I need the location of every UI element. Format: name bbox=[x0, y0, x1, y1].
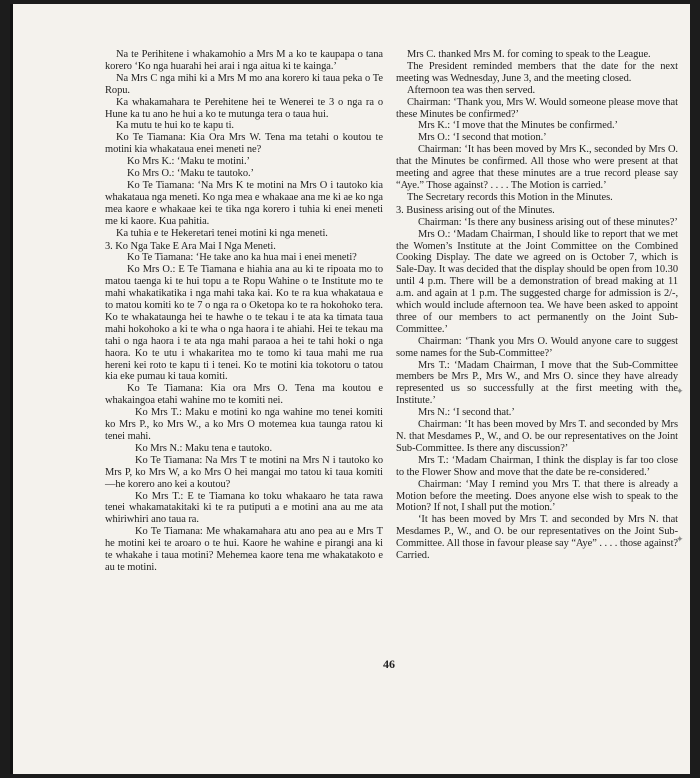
paragraph: Ka tuhia e te Hekeretari tenei motini ki nga meneti. bbox=[116, 227, 328, 239]
paragraph: Ko Te Tiamana: Kia Ora Mrs W. Tena ma tetahi o koutou te motini kia whakataua enei meneti ne? bbox=[105, 132, 383, 156]
section-heading: 3. Ko Nga Take E Ara Mai I Nga Meneti. bbox=[105, 240, 276, 252]
paragraph: Ko Mrs N.: Maku tena e tautoko. bbox=[135, 442, 273, 454]
paragraph: Ko Te Tiamana: ‘Na Mrs K te motini na Mrs O i tautoko kia whakataua nga meneti. Ko nga mea e whakaae ana me ki ae ko nga mea kaore e whakaae kei te tika nga korero i tuhia ki enei meneti me ki kaore. Kua pahitia. bbox=[105, 179, 384, 227]
page-number: 46 bbox=[383, 657, 395, 671]
paragraph: Chairman: ‘Thank you Mrs O. Would anyone care to suggest some names for the Sub-Committee?’ bbox=[396, 335, 678, 359]
document-page bbox=[10, 4, 690, 774]
paragraph: Chairman: ‘Thank you, Mrs W. Would someone please move that these Minutes be confirmed?’ bbox=[396, 96, 678, 120]
paragraph: Ko Mrs O.: ‘Maku te tautoko.’ bbox=[127, 168, 254, 180]
paragraph: Ka whakamahara te Perehitene hei te Wenerei te 3 o nga ra o Hune ka tu ano he hui a ko te mutunga tera o taua hui. bbox=[105, 96, 383, 120]
paragraph: Mrs C. thanked Mrs M. for coming to speak to the League. bbox=[407, 49, 651, 60]
paragraph: Ka mutu te hui ko te kapu ti. bbox=[116, 120, 234, 132]
paragraph: The President reminded members that the date for the next meeting was Wednesday, June 3, and the meeting closed. bbox=[396, 60, 678, 84]
scan-mark-icon: ✦ bbox=[676, 386, 684, 396]
paragraph: Na Mrs C nga mihi ki a Mrs M mo ana korero ki taua peka o Te Ropu. bbox=[105, 72, 383, 96]
paragraph: Ko Te Tiamana: ‘He take ano ka hua mai i enei meneti? bbox=[127, 252, 357, 264]
paragraph: Mrs K.: ‘I move that the Minutes be confirmed.’ bbox=[418, 120, 618, 132]
paragraph: Mrs O.: ‘I second that motion.’ bbox=[418, 132, 547, 144]
paragraph: Chairman: ‘May I remind you Mrs T. that there is already a Motion before the meeting. Does anyone else wish to speak to the Motion? If not, I shall put the motion.’ bbox=[396, 478, 678, 514]
paragraph: Afternoon tea was then served. bbox=[407, 84, 536, 96]
paragraph: Ko Mrs K.: ‘Maku te motini.’ bbox=[127, 156, 250, 168]
paragraph: Ko Te Tiamana: Kia ora Mrs O. Tena ma koutou e whakaingoa etahi wahine mo te komiti nei. bbox=[105, 383, 383, 407]
paragraph: Na te Perihitene i whakamohio a Mrs M a ko te kaupapa o tana korero ‘Ko nga huarahi hei arai i nga aitua ki te kainga.’ bbox=[105, 49, 383, 72]
paragraph: Ko Mrs T.: E te Tiamana ko toku whakaaro he tata rawa tenei whakamatakitaki ki te ra putiputi a e motini ana au me ata whiriwhiri ano taua ra. bbox=[105, 490, 383, 526]
right-column bbox=[396, 49, 678, 562]
paragraph: Chairman: ‘It has been moved by Mrs T. and seconded by Mrs N. that Mesdames P., W., and O. be our representatives on the Joint Sub-Committee. Is there any discussion?’ bbox=[396, 419, 678, 454]
paragraph: Mrs N.: ‘I second that.’ bbox=[418, 407, 515, 419]
paragraph: Chairman: ‘It has been moved by Mrs K., seconded by Mrs O. that the Minutes be confirmed. All those who were present at that meeting and agree that these minutes are a true record please say “Aye.” Those against? . . . . The Motion is carried.’ bbox=[396, 144, 678, 191]
scan-mark-icon: ✦ bbox=[676, 534, 684, 544]
paragraph: Ko Te Tiamana: Na Mrs T te motini na Mrs N i tautoko ko Mrs P, ko Mrs W, a ko Mrs O hei mangai mo tatou ki taua komiti—he korero ano kei a koutou? bbox=[105, 454, 383, 490]
paragraph: Ko Mrs O.: E Te Tiamana e hiahia ana au ki te ripoata mo to matou taenga ki te hui topu a te Ropu Wahine o te Institute mo te mahi whakatikatika i nga mahi taka kai. Ko te ra kua whakataua e to matou komiti ko te 7 o nga ra o Oketopa ko te ra hokohoko tera. Ko te whakataunga hei te hawhe o te tekau i te ata ka timata taua mahi hokohoko a ki te wha o nga haora i te ahiahi. Hei te tekau ma tahi o nga haora i te ata nga mahi paraoa a hei te tahi hoki o nga haora. Ko te utu i whakaritea mo te tomo ki taua mahi me rua hereni kei roto te kapu ti i tenei. Ko te motini kia tokotoru o tatou kia eke pumau ki taua komiti. bbox=[105, 264, 383, 383]
section-heading: 3. Business arising out of the Minutes. bbox=[396, 204, 555, 216]
paragraph: The Secretary records this Motion in the Minutes. bbox=[407, 191, 613, 203]
paragraph: Chairman: ‘Is there any business arising out of these minutes?’ bbox=[418, 216, 678, 228]
paragraph: Ko Te Tiamana: Me whakamahara atu ano pea au e Mrs T he motini kei te aroaro o te hui. Kaore he wahine e pirangi ana ki te whakahe i taua motini? Mehemea kaore tena me whakatakoto e au te motini. bbox=[105, 526, 383, 573]
paragraph: Mrs T.: ‘Madam Chairman, I think the display is far too close to the Flower Show and move that the date be re-considered.’ bbox=[396, 454, 678, 478]
paragraph: ‘It has been moved by Mrs T. and seconded by Mrs N. that Mesdames P., W., and O. be our representatives on the Joint Sub-Committee. All those in favour please say “Aye” . . . . those against? Carried. bbox=[396, 514, 678, 562]
paragraph: Mrs T.: ‘Madam Chairman, I move that the Sub-Committee members be Mrs P., Mrs W., and Mrs O. since they have already represented us so successfully at the first meeting with the Institute.’ bbox=[396, 359, 678, 407]
paragraph: Mrs O.: ‘Madam Chairman, I should like to report that we met the Women’s Institute at the Joint Committee on the Combined Cooking Display. The date we agreed on is October 7, which is Sale-Day. It was decided that the display should be open from 10.30 until 4 p.m. There will be a demonstration of bread making at 11 a.m. and again at 1 p.m. The suggested charge for admission is 2/-, which would include afternoon tea. We have been asked to appoint three of our members to act permanently on the Joint Sub-Committee.’ bbox=[396, 228, 678, 335]
left-column bbox=[105, 49, 383, 574]
paragraph: Ko Mrs T.: Maku e motini ko nga wahine mo tenei komiti ko Mrs P., ko Mrs W., a ko Mrs O motemea kua taunga ratou ki tenei mahi. bbox=[105, 407, 383, 442]
